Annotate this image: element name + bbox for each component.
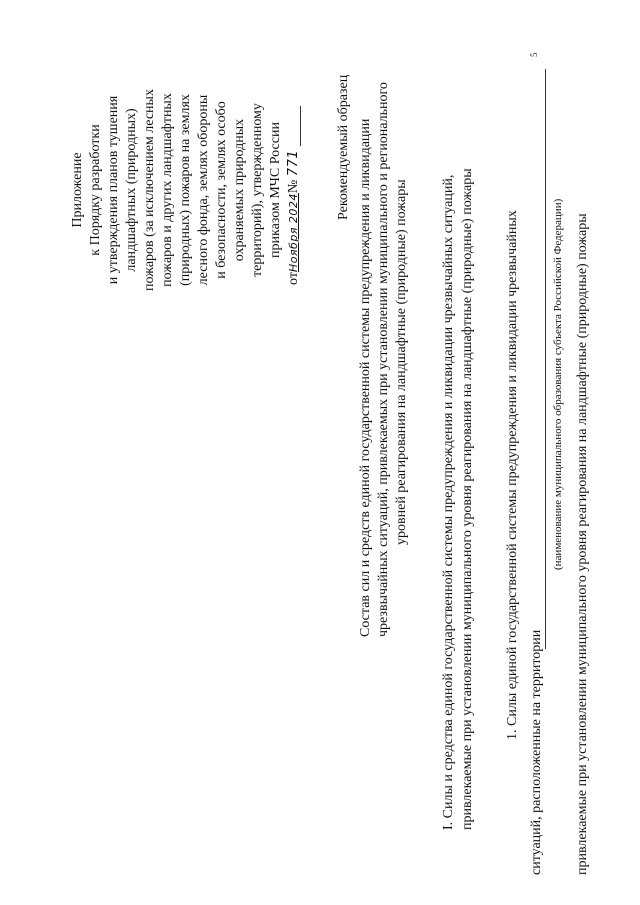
page-mark: 5 — [529, 52, 539, 57]
appendix-line-1: Приложение — [70, 152, 85, 228]
appendix-line-11: территорий), утвержденному — [250, 103, 265, 277]
recommended-sample-label: Рекомендуемый образец — [336, 74, 351, 220]
appendix-line-9: и безопасности, землях особо — [214, 101, 229, 279]
title-line-3: уровней реагирования на ландшафтные (природные) пожары — [394, 179, 409, 545]
subsection-1-line-1: 1. Силы единой государственной системы предупреждения и ликвидации чрезвычайных — [505, 210, 520, 740]
order-prefix: от — [286, 272, 301, 285]
appendix-line-7: (природных) пожаров на землях — [178, 94, 193, 286]
appendix-line-3: и утверждения планов тушения — [106, 95, 121, 285]
appendix-line-5: пожаров (за исключением лесных — [142, 89, 157, 291]
appendix-line-8: лесного фонда, землях обороны — [196, 94, 211, 286]
order-reference-line — [286, 55, 301, 285]
title-line-2: чрезвычайных ситуаций, привлекаемых при установлении муниципального и регионального — [376, 82, 391, 637]
appendix-line-4: ландшафтных (природных) — [124, 108, 139, 272]
appendix-line-10: охраняемых природных — [232, 118, 247, 262]
title-line-1: Состав сил и средств единой государственной системы предупреждения и ликвидации — [358, 118, 373, 637]
section-1-line-2: привлекаемые при установлении муниципального уровня реагирования на ландшафтные (природные) пожары — [460, 168, 475, 830]
order-number-label: № — [286, 179, 301, 194]
final-line: привлекаемые при установлении муниципального уровня реагирования на ландшафтные (природные) пожары — [575, 213, 590, 875]
order-number-underline — [300, 106, 301, 146]
appendix-line-6: пожаров и других ландшафтных — [160, 93, 175, 287]
section-1-line-1: I. Силы и средства единой государственной системы предупреждения и ликвидации чрезвычайных ситуаций, — [441, 174, 456, 830]
appendix-line-2: к Порядку разработки — [88, 124, 103, 256]
appendix-line-12: приказом МЧС России — [268, 122, 283, 258]
subsection-1-line-2: ситуаций, расположенные на территории — [529, 629, 544, 875]
order-date-handwritten: Ноября 2024 — [287, 193, 300, 273]
field-caption: (наименование муниципального образования субъекта Российской Федерации) — [552, 198, 564, 570]
order-number-handwritten: 771 — [286, 149, 301, 177]
territory-name-field-line — [545, 69, 546, 649]
